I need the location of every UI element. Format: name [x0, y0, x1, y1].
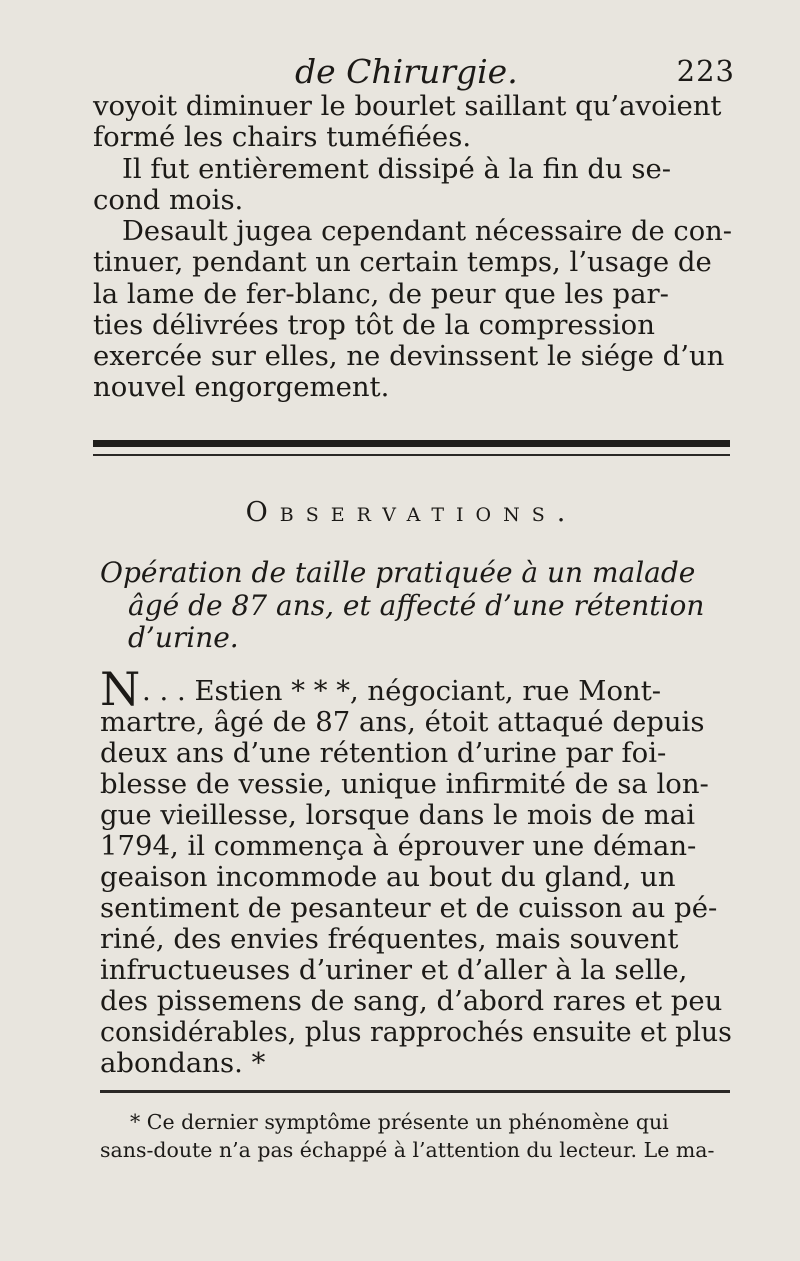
text-line: deux ans d’une rétention d’urine par foi- — [100, 737, 667, 769]
text-line: martre, âgé de 87 ans, étoit attaqué depuis — [100, 706, 705, 738]
text-line: ties délivrées trop tôt de la compression — [93, 309, 655, 341]
text-line: riné, des envies fréquentes, mais souvent — [100, 923, 679, 955]
case-title-line: d’urine. — [128, 621, 239, 654]
section-divider-thick — [93, 440, 730, 447]
text-line: formé les chairs tuméfiées. — [93, 121, 472, 153]
text-line: tinuer, pendant un certain temps, l’usage de — [93, 246, 712, 278]
section-heading: Observations. — [245, 497, 578, 528]
text-line: Il fut entièrement dissipé à la fin du se- — [122, 153, 672, 185]
text-line: cond mois. — [93, 184, 244, 216]
text-line: 1794, il commença à éprouver une déman- — [100, 830, 697, 862]
case-title-line: âgé de 87 ans, et affecté d’une rétention — [128, 589, 705, 622]
text-line: abondans. * — [100, 1047, 266, 1079]
footnote-rule — [100, 1090, 730, 1093]
section-divider-thin — [93, 454, 730, 456]
text-line: exercée sur elles, ne devinssent le siége d’un — [93, 340, 725, 372]
drop-cap: N — [100, 662, 141, 716]
text-line: voyoit diminuer le bourlet saillant qu’avoient — [93, 90, 722, 122]
running-title: de Chirurgie. — [295, 52, 518, 91]
text-line: nouvel engorgement. — [93, 371, 390, 403]
case-title-line: Opération de taille pratiquée à un malade — [100, 556, 696, 589]
text-line: sentiment de pesanteur et de cuisson au pé- — [100, 892, 718, 924]
footnote-line: sans-doute n’a pas échappé à l’attention du lecteur. Le ma- — [100, 1138, 715, 1162]
footnote-line: * Ce dernier symptôme présente un phénomène qui — [130, 1110, 669, 1134]
text-line: considérables, plus rapprochés ensuite et plus — [100, 1016, 732, 1048]
text-line: des pissemens de sang, d’abord rares et peu — [100, 985, 723, 1017]
text-line: gue vieillesse, lorsque dans le mois de mai — [100, 799, 696, 831]
page-number: 223 — [676, 54, 735, 88]
text-line: infructueuses d’uriner et d’aller à la selle, — [100, 954, 688, 986]
text-line: geaison incommode au bout du gland, un — [100, 861, 676, 893]
text-line: Desault jugea cependant nécessaire de con- — [122, 215, 732, 247]
text-line: la lame de fer-blanc, de peur que les par- — [93, 278, 669, 310]
text-line: blesse de vessie, unique infirmité de sa lon- — [100, 768, 709, 800]
text-line: . . . Estien * * *, négociant, rue Mont- — [142, 675, 662, 707]
